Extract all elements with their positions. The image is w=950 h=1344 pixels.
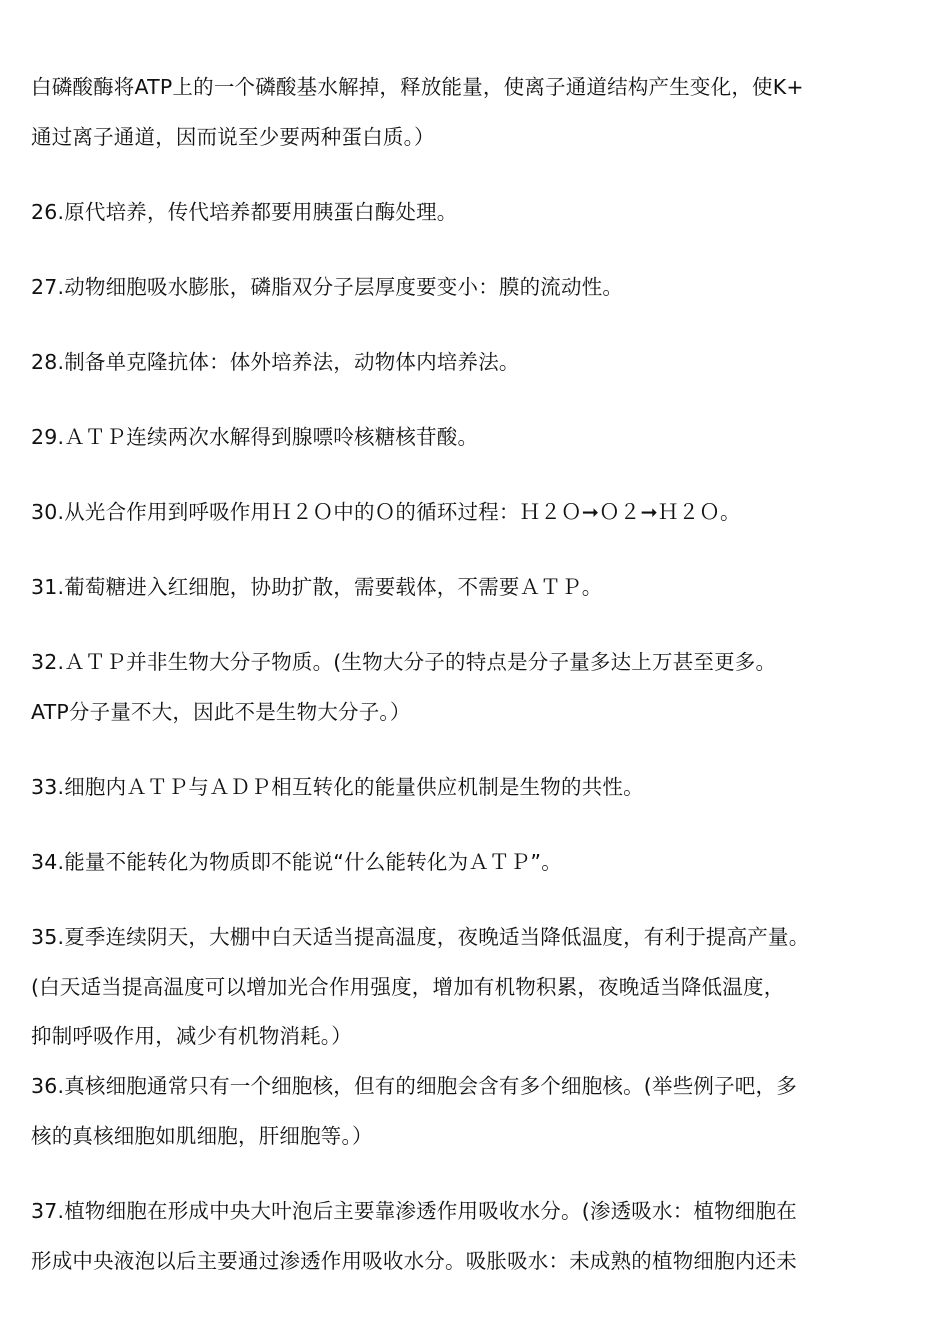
text-line: 33.细胞内ＡＴＰ与ＡＤＰ相互转化的能量供应机制是生物的共性。 [31, 775, 644, 799]
text-line: 26.原代培养，传代培养都要用胰蛋白酶处理。 [31, 200, 458, 224]
text-line: 36.真核细胞通常只有一个细胞核，但有的细胞会含有多个细胞核。(举些例子吧，多 [31, 1074, 797, 1098]
text-line: 30.从光合作用到呼吸作用Ｈ２Ｏ中的Ｏ的循环过程：Ｈ２Ｏ➞Ｏ２➞Ｈ２Ｏ。 [31, 500, 741, 524]
text-line: 28.制备单克隆抗体：体外培养法，动物体内培养法。 [31, 350, 520, 374]
text-line: 白磷酸酶将ATP上的一个磷酸基水解掉，释放能量，使离子通道结构产生变化，使K+ [31, 75, 804, 99]
text-line: 29.ＡＴＰ连续两次水解得到腺嘌呤核糖核苷酸。 [31, 425, 479, 449]
text-line: 通过离子通道，因而说至少要两种蛋白质。） [31, 125, 435, 149]
text-line: 35.夏季连续阴天，大棚中白天适当提高温度，夜晚适当降低温度，有利于提高产量。 [31, 925, 810, 949]
text-line: 形成中央液泡以后主要通过渗透作用吸收水分。吸胀吸水：未成熟的植物细胞内还未 [31, 1249, 797, 1273]
text-line: 34.能量不能转化为物质即不能说“什么能转化为ＡＴＰ”。 [31, 850, 562, 874]
text-line: 核的真核细胞如肌细胞，肝细胞等。） [31, 1124, 373, 1148]
text-line: 37.植物细胞在形成中央大叶泡后主要靠渗透作用吸收水分。(渗透吸水：植物细胞在 [31, 1199, 797, 1223]
text-line: 抑制呼吸作用，减少有机物消耗。） [31, 1024, 352, 1048]
text-line: (白天适当提高温度可以增加光合作用强度，增加有机物积累，夜晚适当降低温度， [31, 975, 785, 999]
text-line: 31.葡萄糖进入红细胞，协助扩散，需要载体，不需要ＡＴＰ。 [31, 575, 603, 599]
text-line: 32.ＡＴＰ并非生物大分子物质。(生物大分子的特点是分子量多达上万甚至更多。 [31, 650, 777, 674]
text-line: 27.动物细胞吸水膨胀，磷脂双分子层厚度要变小：膜的流动性。 [31, 275, 624, 299]
text-line: ATP分子量不大，因此不是生物大分子。） [31, 700, 411, 724]
